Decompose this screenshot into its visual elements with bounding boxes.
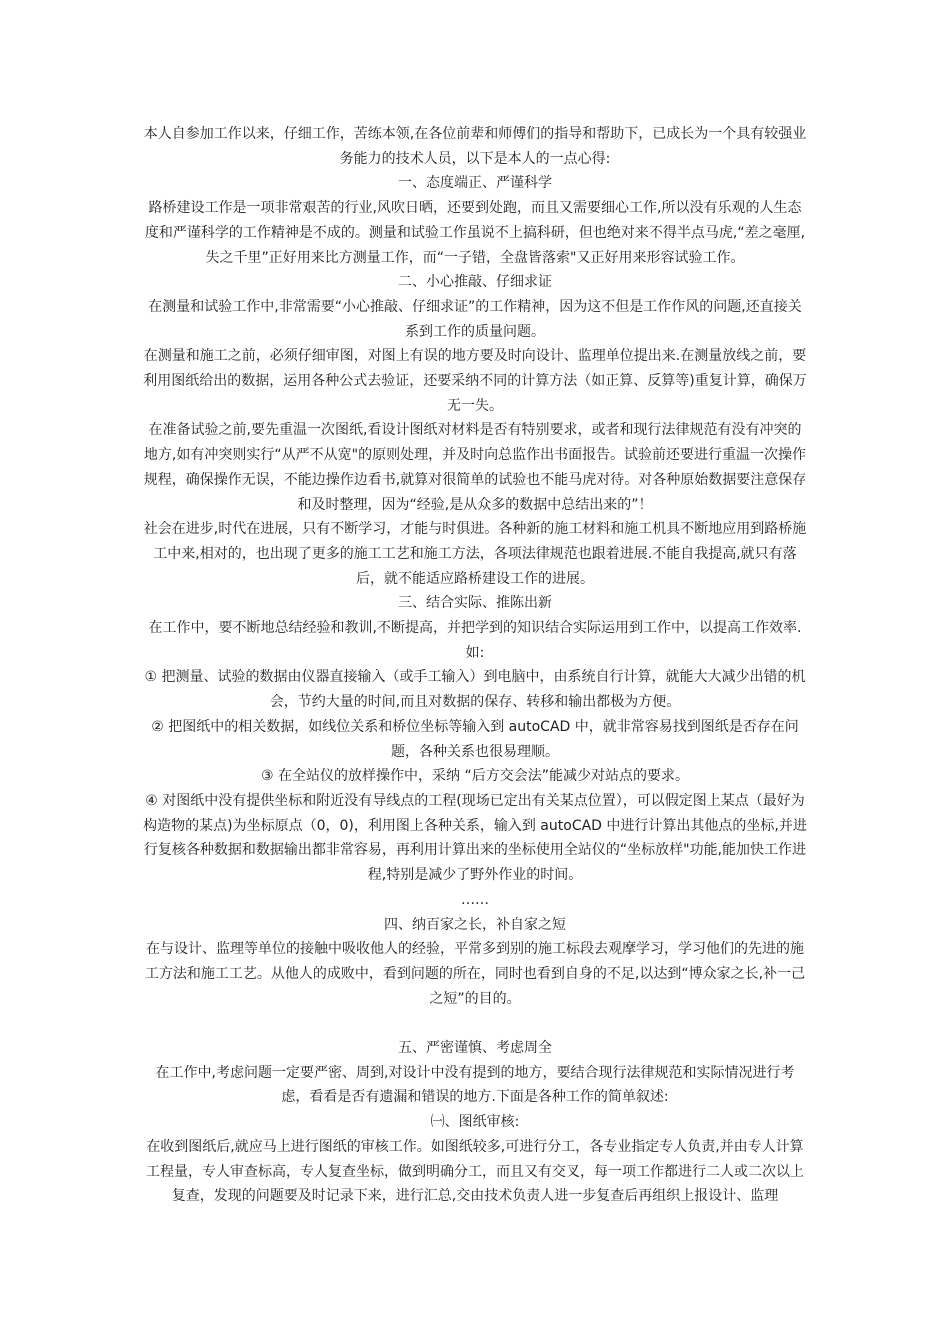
paragraph: 在准备试验之前,要先重温一次图纸,看设计图纸对材料是否有特别要求，或者和现行法律规范有没有冲突的地方,如有冲突则实行“从严不从宽"的原则处理，并及时向总监作出书面报告。试验前还要进行重温一次操作规程，确保操作无误，不能边操作边看书,就算对很简单的试验也不能马虎对待。对各种原始数据要注意保存和及时整理，因为“经验,是从众多的数据中总结出来的”！ xyxy=(143,422,807,513)
section-heading-4: 四、纳百家之长，补自家之短 xyxy=(384,916,566,933)
subsection-heading-1: ㈠、图纸审核: xyxy=(430,1114,520,1131)
paragraph: 在收到图纸后,就应马上进行图纸的审核工作。如图纸较多,可进行分工，各专业指定专人负责,并由专人计算工程量，专人审查标高，专人复查坐标，做到明确分工，而且又有交叉，每一项工作都进行二人或二次以上复查，发现的问题要及时记录下来，进行汇总,交由技术负责人进一步复查后再组织上报设计、监理 xyxy=(146,1138,804,1205)
blank-line xyxy=(143,1011,807,1036)
paragraph: 在与设计、监理等单位的接触中吸收他人的经验，平常多到别的施工标段去观摩学习，学习他们的先进的施工方法和施工工艺。从他人的成败中，看到问题的所在，同时也看到自身的不足,以达到“博众家之长,补一己之短”的目的。 xyxy=(144,941,806,1007)
section-heading-5: 五、严密谨慎、考虑周全 xyxy=(398,1040,552,1056)
section-heading-3: 三、结合实际、推陈出新 xyxy=(398,595,552,612)
paragraph: 在工作中,考虑问题一定要严密、周到,对设计中没有提到的地方，要结合现行法律规范和实际情况进行考虑，看看是否有遗漏和错误的地方.下面是各种工作的简单叙述: xyxy=(155,1064,795,1106)
document-body xyxy=(143,122,807,1209)
section-heading-2: 二、小心推敲、仔细求证 xyxy=(398,274,552,291)
ellipsis: …… xyxy=(461,891,489,908)
paragraph: 在测量和试验工作中,非常需要“小心推敲、仔细求证”的工作精神，因为这不但是工作作风的问题,还直接关系到工作的质量问题。 xyxy=(148,298,802,340)
section-heading-1: 一、态度端正、严谨科学 xyxy=(398,175,552,192)
paragraph: 路桥建设工作是一项非常艰苦的行业,风吹日晒，还要到处跑，而且又需要细心工作,所以没有乐观的人生态度和严谨科学的工作精神是不成的。测量和试验工作虽说不上搞科研，但也绝对来不得半点马虎,“差之毫厘,失之千里”正好用来比方测量工作，而“一子错，全盘皆落索"又正好用来形容试验工作。 xyxy=(144,200,806,266)
paragraph: 社会在进步,时代在进展，只有不断学习，才能与时俱进。各种新的施工材料和施工机具不断地应用到路桥施工中来,相对的，也出现了更多的施工工艺和施工方法，各项法律规范也跟着进展.不能自我提高,就只有落后，就不能适应路桥建设工作的进展。 xyxy=(143,521,807,587)
list-item: ③ 在全站仪的放样操作中，采纳 “后方交会法”能减少对站点的要求。 xyxy=(261,768,689,785)
list-item: ④ 对图纸中没有提供坐标和附近没有导线点的工程(现场已定出有关某点位置），可以假定图上某点（最好为构造物的某点)为坐标原点（0，0)，利用图上各种关系，输入到 autoCAD 中进行计算出其他点的坐标,并进行复核各种数据和数据输出都非常容易，再利用计算出来的坐标使用全站仪的“坐标放样"功能,能加快工作进程,特别是减少了野外作业的时间。 xyxy=(143,792,807,884)
paragraph: 在工作中，要不断地总结经验和教训,不断提高，并把学到的知识结合实际运用到工作中，以提高工作效率.如: xyxy=(148,620,802,661)
list-item: ① 把测量、试验的数据由仪器直接输入（或手工输入）到电脑中，由系统自行计算，就能大大减少出错的机会，节约大量的时间,而且对数据的保存、转移和输出都极为方便。 xyxy=(144,669,806,711)
list-item: ② 把图纸中的相关数据，如线位关系和桥位坐标等输入到 autoCAD 中，就非常容易找到图纸是否存在问题，各种关系也很易理顺。 xyxy=(151,718,799,760)
paragraph: 在测量和施工之前，必须仔细审图，对图上有误的地方要及时向设计、监理单位提出来.在测量放线之前，要利用图纸给出的数据，运用各种公式去验证，还要采纳不同的计算方法（如正算、反算等)重复计算，确保万无一失。 xyxy=(143,348,807,414)
intro-paragraph: 本人自参加工作以来，仔细工作，苦练本领,在各位前辈和师傅们的指导和帮助下，已成长为一个具有较强业务能力的技术人员，以下是本人的一点心得: xyxy=(143,126,807,167)
